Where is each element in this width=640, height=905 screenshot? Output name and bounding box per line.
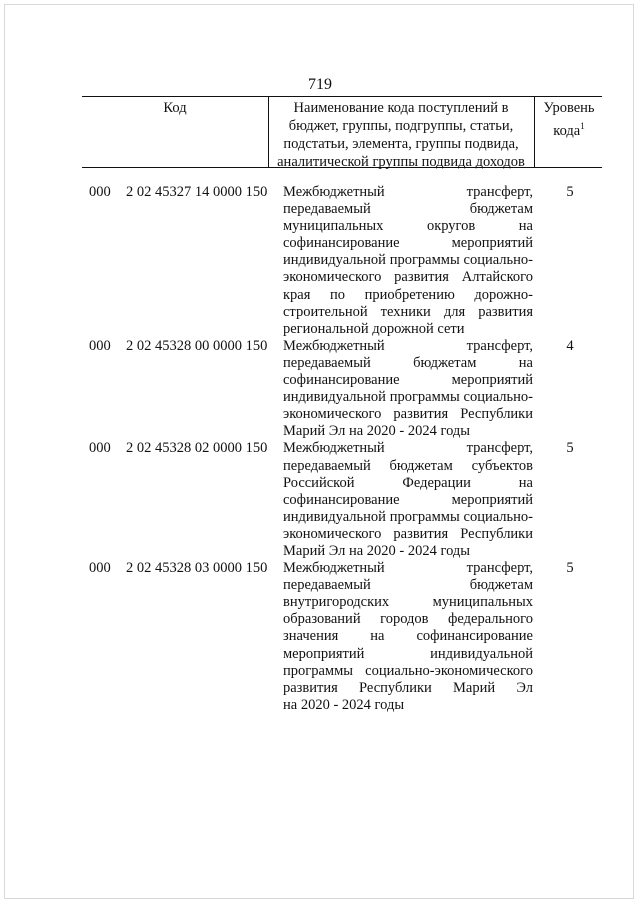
column-divider (534, 97, 535, 167)
table-row (0, 440, 640, 560)
description-line: передаваемый бюджетам на (283, 354, 533, 371)
table-row (0, 560, 640, 714)
description-line: Межбюджетный трансферт, (283, 337, 533, 354)
column-divider (268, 97, 269, 167)
description-line: экономического развития Республики (283, 525, 533, 542)
revenue-description (283, 560, 533, 714)
revenue-description (283, 338, 533, 441)
table-header (82, 96, 602, 168)
code-level: 5 (566, 184, 574, 200)
description-line: индивидуальной программы социально- (283, 508, 533, 525)
revenue-description (283, 184, 533, 338)
description-line: Межбюджетный трансферт, (283, 560, 533, 577)
code-level: 5 (566, 560, 574, 577)
description-line: программы социально-экономического (283, 662, 533, 679)
description-line: внутригородских муниципальных (283, 594, 533, 611)
code-level: 5 (566, 440, 574, 457)
description-line: края по приобретению дорожно- (283, 286, 533, 303)
description-line: передаваемый бюджетам (283, 201, 533, 218)
description-line: Марий Эл на 2020 - 2024 годы (283, 542, 471, 559)
revenue-code: 2 02 45328 02 0000 150 (126, 440, 268, 457)
description-line: Российской Федерации на (283, 474, 533, 491)
description-line: экономического развития Алтайского (283, 269, 533, 286)
header-level: Уровень кода$^1$ (543, 100, 595, 139)
description-line: значения на софинансирование (283, 628, 533, 645)
table-row (0, 184, 640, 338)
description-line: индивидуальной программы социально- (283, 252, 533, 269)
description-line: мероприятий индивидуальной (283, 645, 533, 662)
description-line: строительной техники для развития (283, 303, 533, 320)
admin-code: 000 (89, 440, 111, 457)
header-code: Код (163, 100, 187, 116)
description-line: образований городов федерального (283, 611, 533, 628)
description-line: экономического развития Республики (283, 406, 533, 423)
description-line: передаваемый бюджетам (283, 577, 533, 594)
revenue-code: 2 02 45328 00 0000 150 (126, 337, 268, 354)
admin-code: 000 (89, 337, 111, 354)
revenue-code: 2 02 45328 03 0000 150 (126, 560, 268, 577)
admin-code: 000 (89, 560, 111, 577)
revenue-code: 2 02 45327 14 0000 150 (126, 184, 268, 200)
description-line: софинансирование мероприятий (283, 235, 533, 252)
admin-code: 000 (89, 184, 111, 200)
table-body (0, 184, 640, 714)
footnote-mark: 1 (580, 121, 585, 131)
description-line: муниципальных округов на (283, 218, 533, 235)
table-row (0, 338, 640, 441)
description-line: индивидуальной программы социально- (283, 389, 533, 406)
description-line: софинансирование мероприятий (283, 372, 533, 389)
description-line: Межбюджетный трансферт, (283, 440, 533, 457)
description-line: Марий Эл на 2020 - 2024 годы (283, 423, 471, 440)
page-number: 719 (308, 76, 332, 93)
description-line: Межбюджетный трансферт, (283, 184, 533, 200)
header-name: Наименование кода поступлений в бюджет, группы, подгруппы, статьи, подстатьи, элемента, группы подвида, аналитической группы подвида доходов (277, 100, 525, 170)
description-line: передаваемый бюджетам субъектов (283, 457, 533, 474)
description-line: на 2020 - 2024 годы (283, 696, 405, 713)
description-line: софинансирование мероприятий (283, 491, 533, 508)
description-line: региональной дорожной сети (283, 320, 465, 337)
code-level: 4 (566, 337, 574, 354)
description-line: развития Республики Марий Эл (283, 679, 533, 696)
revenue-description (283, 440, 533, 560)
